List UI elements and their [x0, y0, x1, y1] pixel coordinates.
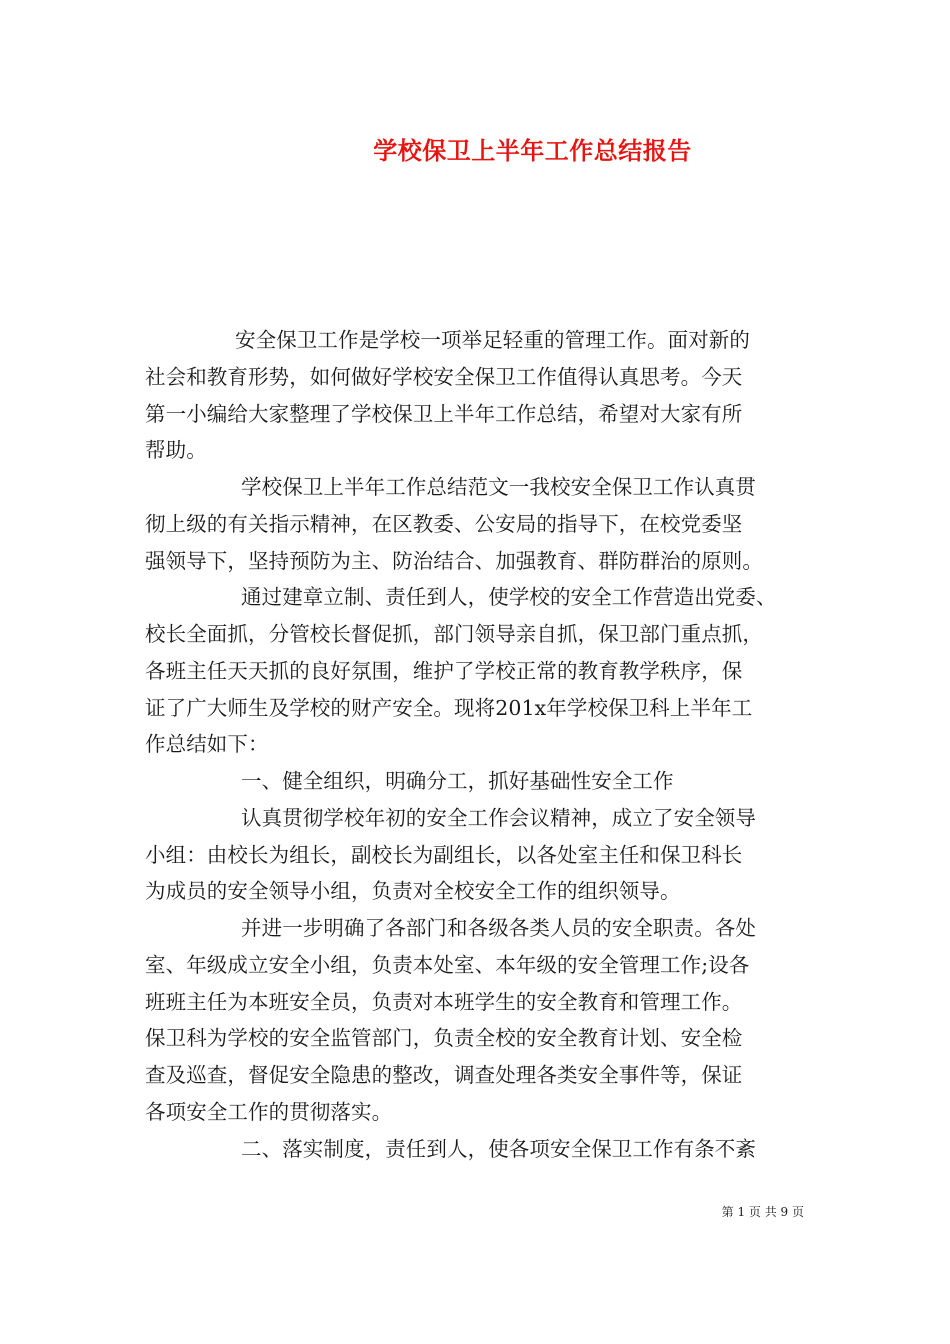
paragraph-line: 强领导下，坚持预防为主、防治结合、加强教育、群防群治的原则。 [145, 548, 763, 573]
paragraph-line: 社会和教育形势，如何做好学校安全保卫工作值得认真思考。今天 [145, 364, 743, 389]
paragraph-line: 并进一步明确了各部门和各级各类人员的安全职责。各处 [241, 916, 756, 940]
paragraph-line: 室、年级成立安全小组，负责本处室、本年级的安全管理工作;设各 [145, 952, 750, 977]
paragraph-line: 为成员的安全领导小组，负责对全校安全工作的组织领导。 [145, 879, 681, 904]
paragraph-line: 小组：由校长为组长，副校长为副组长，以各处室主任和保卫科长 [145, 842, 743, 867]
section-heading: 二、落实制度，责任到人，使各项安全保卫工作有条不紊 [241, 1136, 756, 1161]
paragraph-line: 查及巡查，督促安全隐患的整改，调查处理各类安全事件等，保证 [145, 1063, 743, 1087]
section-heading: 一、健全组织，明确分工，抓好基础性安全工作 [241, 769, 674, 793]
paragraph-line: 校长全面抓，分管校长督促抓，部门领导亲自抓，保卫部门重点抓， [145, 622, 763, 646]
paragraph-line: 各项安全工作的贯彻落实。 [145, 1099, 393, 1124]
paragraph-line: 帮助。 [145, 438, 207, 463]
paragraph-line: 认真贯彻学校年初的安全工作会议精神，成立了安全领导 [241, 805, 756, 830]
paragraph-line: 班班主任为本班安全员，负责对本班学生的安全教育和管理工作。 [145, 989, 743, 1014]
paragraph-line: 安全保卫工作是学校一项举足轻重的管理工作。面对新的 [235, 328, 750, 352]
paragraph-line: 通过建章立制、责任到人，使学校的安全工作营造出党委、 [241, 585, 777, 610]
paragraph-line: 第一小编给大家整理了学校保卫上半年工作总结，希望对大家有所 [145, 401, 743, 426]
paragraph-line: 学校保卫上半年工作总结范文一我校安全保卫工作认真贯 [241, 475, 756, 499]
paragraph-line: 各班主任天天抓的良好氛围，维护了学校正常的教育教学秩序，保 [145, 658, 743, 683]
document-title: 学校保卫上半年工作总结报告 [373, 136, 692, 165]
paragraph-line: 彻上级的有关指示精神，在区教委、公安局的指导下，在校党委坚 [145, 511, 743, 536]
paragraph-line: 作总结如下： [145, 732, 269, 757]
document-body [145, 322, 805, 1167]
paragraph-line: 证了广大师生及学校的财产安全。现将201x年学校保卫科上半年工 [145, 695, 753, 720]
paragraph-line: 保卫科为学校的安全监管部门，负责全校的安全教育计划、安全检 [145, 1026, 743, 1051]
page-number-footer: 第 1 页 共 9 页 [721, 1205, 804, 1219]
